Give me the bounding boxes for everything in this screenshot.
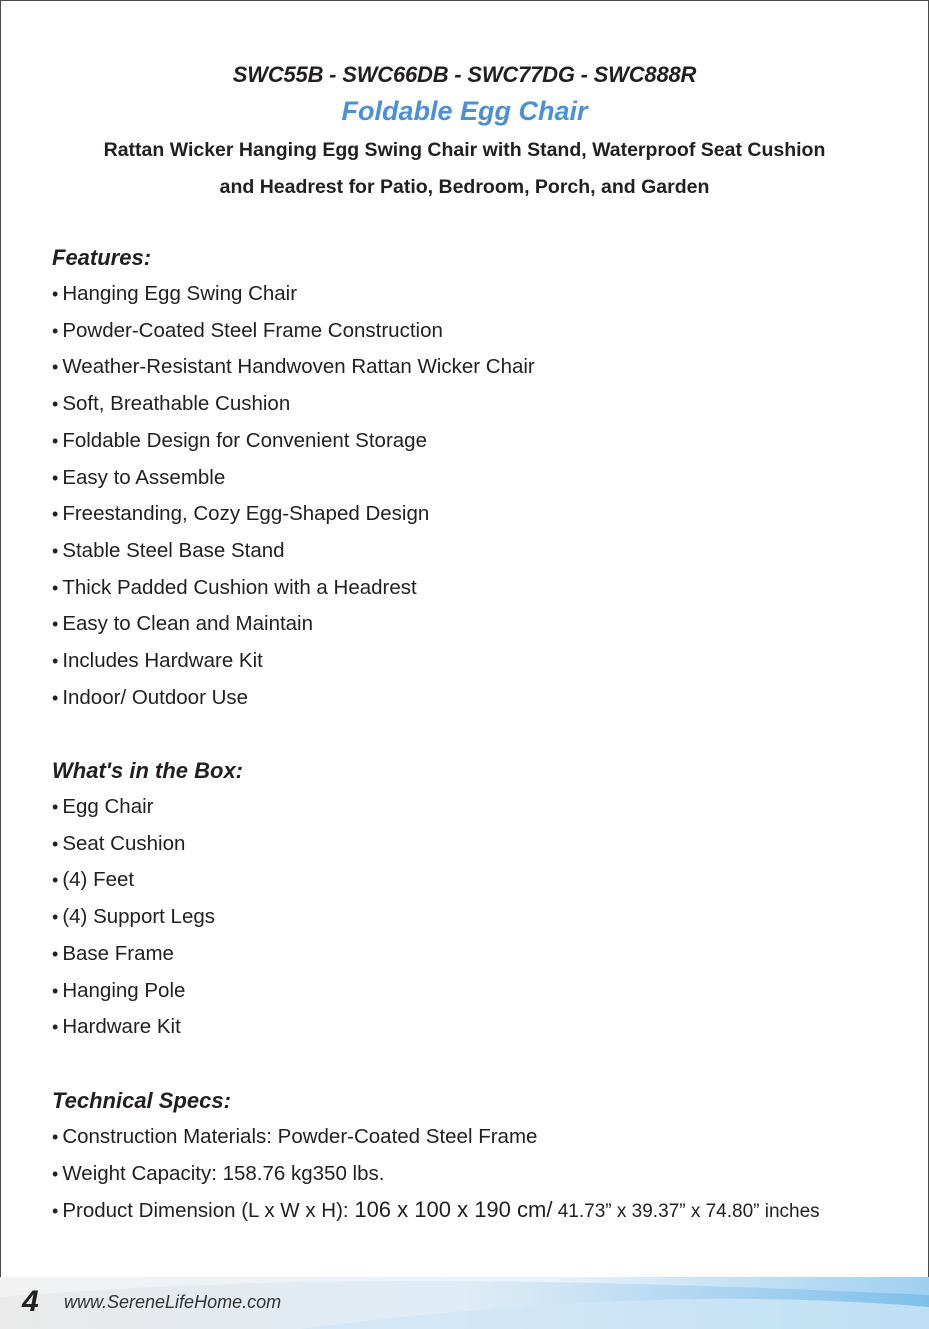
technical-specs-section xyxy=(52,1083,820,1231)
list-item: • (4) Feet xyxy=(52,868,135,892)
list-item: • Indoor/ Outdoor Use xyxy=(52,685,249,709)
list-item: • (4) Support Legs xyxy=(52,905,216,929)
technical-specs-list xyxy=(52,1119,820,1231)
list-item: • Stable Steel Base Stand xyxy=(52,538,285,562)
list-item: • Freestanding, Cozy Egg-Shaped Design xyxy=(52,502,430,526)
list-item: • Easy to Assemble xyxy=(52,465,226,489)
list-item: • Weight Capacity: 158.76 kg350 lbs. xyxy=(52,1161,385,1185)
box-contents-list xyxy=(52,789,243,1046)
product-title: Foldable Egg Chair xyxy=(341,96,588,126)
list-item: • Hardware Kit xyxy=(52,1015,181,1039)
features-list xyxy=(52,276,535,716)
website-url: www.SereneLifeHome.com xyxy=(64,1292,282,1312)
features-section xyxy=(52,240,535,716)
list-item: • Seat Cushion xyxy=(52,831,186,855)
list-item: • Includes Hardware Kit xyxy=(52,649,263,673)
subtitle-line-2: and Headrest for Patio, Bedroom, Porch, and Garden xyxy=(219,176,710,198)
list-item: • Thick Padded Cushion with a Headrest xyxy=(52,575,417,599)
features-heading: Features: xyxy=(52,245,152,270)
dimension-imperial: 41.73” x 39.37” x 74.80” inches xyxy=(552,1201,820,1223)
list-item: • Hanging Pole xyxy=(52,978,186,1002)
document-header xyxy=(0,58,929,206)
page-number: 4 xyxy=(22,1285,39,1318)
list-item: • Powder-Coated Steel Frame Construction xyxy=(52,318,443,342)
dimension-metric: 106 x 100 x 190 cm/ xyxy=(354,1197,553,1223)
list-item: • Product Dimension (L x W x H): 106 x 100 x 190 cm/ 41.73” x 39.37” x 74.80” inches xyxy=(52,1197,820,1223)
list-item: • Hanging Egg Swing Chair xyxy=(52,282,298,305)
model-numbers: SWC55B - SWC66DB - SWC77DG - SWC888R xyxy=(232,62,697,87)
list-item: • Easy to Clean and Maintain xyxy=(52,612,314,636)
list-item: • Soft, Breathable Cushion xyxy=(52,392,291,416)
list-item: • Base Frame xyxy=(52,941,174,965)
list-item: • Construction Materials: Powder-Coated Steel Frame xyxy=(52,1125,538,1148)
product-subtitle xyxy=(0,132,929,206)
box-contents-heading: What's in the Box: xyxy=(52,758,244,783)
box-contents-section xyxy=(52,753,243,1046)
list-item: • Foldable Design for Convenient Storage xyxy=(52,428,427,452)
subtitle-line-1: Rattan Wicker Hanging Egg Swing Chair with Stand, Waterproof Seat Cushion xyxy=(103,139,826,161)
list-item: • Egg Chair xyxy=(52,795,154,818)
list-item: • Weather-Resistant Handwoven Rattan Wicker Chair xyxy=(52,355,535,379)
technical-specs-heading: Technical Specs: xyxy=(52,1088,231,1113)
